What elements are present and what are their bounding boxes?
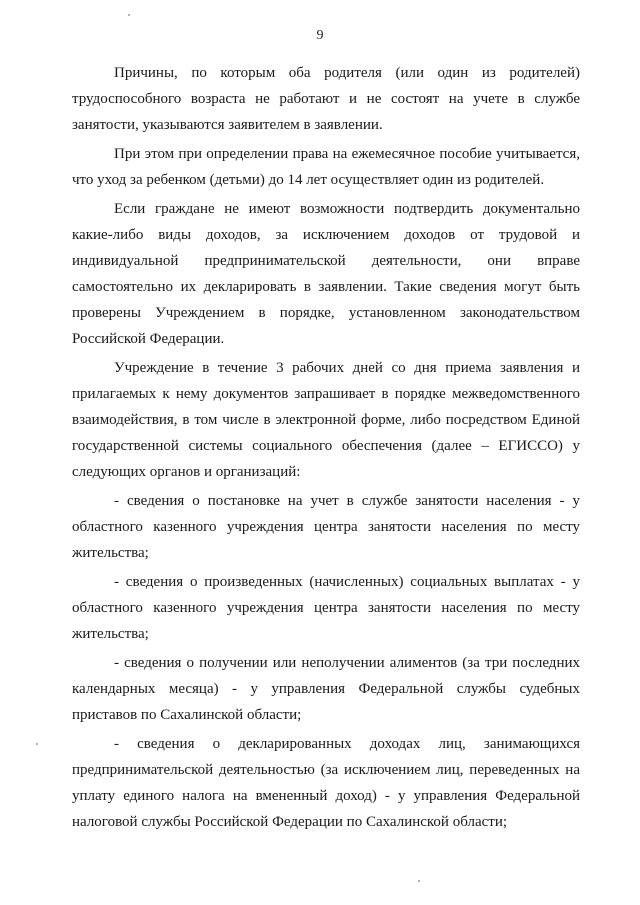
list-item-alimony: - сведения о получении или неполучении алиментов (за три последних календарных месяца) - у управления Федеральной службы судебных приставов по Сахалинской области; [72, 655, 580, 723]
list-item-declared-income: - сведения о декларированных доходах лиц, занимающихся предпринимательской деятельностью (за исключением лиц, переведенных на уплату единого налога на вмененный доход) - у управления Федеральной налоговой службы Российской Федерации по Сахалинской области; [72, 736, 580, 830]
paragraph-child-care: При этом при определении права на ежемесячное пособие учитывается, что уход за ребенком (детьми) до 14 лет осуществляет один из родителей. [72, 146, 580, 188]
paragraph-reasons: Причины, по которым оба родителя (или один из родителей) трудоспособного возраста не работают и не состоят на учете в службе занятости, указываются заявителем в заявлении. [72, 65, 580, 133]
scan-speck [418, 880, 420, 882]
list-item-social-payments: - сведения о произведенных (начисленных) социальных выплатах - у областного казенного учреждения центра занятости населения по месту жительства; [72, 574, 580, 642]
paragraph-interagency-request: Учреждение в течение 3 рабочих дней со дня приема заявления и прилагаемых к нему документов запрашивает в порядке межведомственного взаимодействия, в том числе в электронной форме, либо посредством Единой государственной системы социального обеспечения (далее – ЕГИССО) у следующих органов и организаций: [72, 360, 580, 480]
scan-speck [128, 14, 130, 16]
list-item-employment-registration: - сведения о постановке на учет в службе занятости населения - у областного казенного учреждения центра занятости населения по месту жительства; [72, 493, 580, 561]
scan-speck [36, 743, 38, 745]
paragraph-income-declaration: Если граждане не имеют возможности подтвердить документально какие-либо виды доходов, за исключением доходов от трудовой и индивидуальной предпринимательской деятельности, они вправе самостоятельно их декларировать в заявлении. Такие сведения могут быть проверены Учреждением в порядке, установленном законодательством Российской Федерации. [72, 201, 580, 347]
document-body [72, 60, 580, 835]
page-number: 9 [316, 28, 324, 43]
